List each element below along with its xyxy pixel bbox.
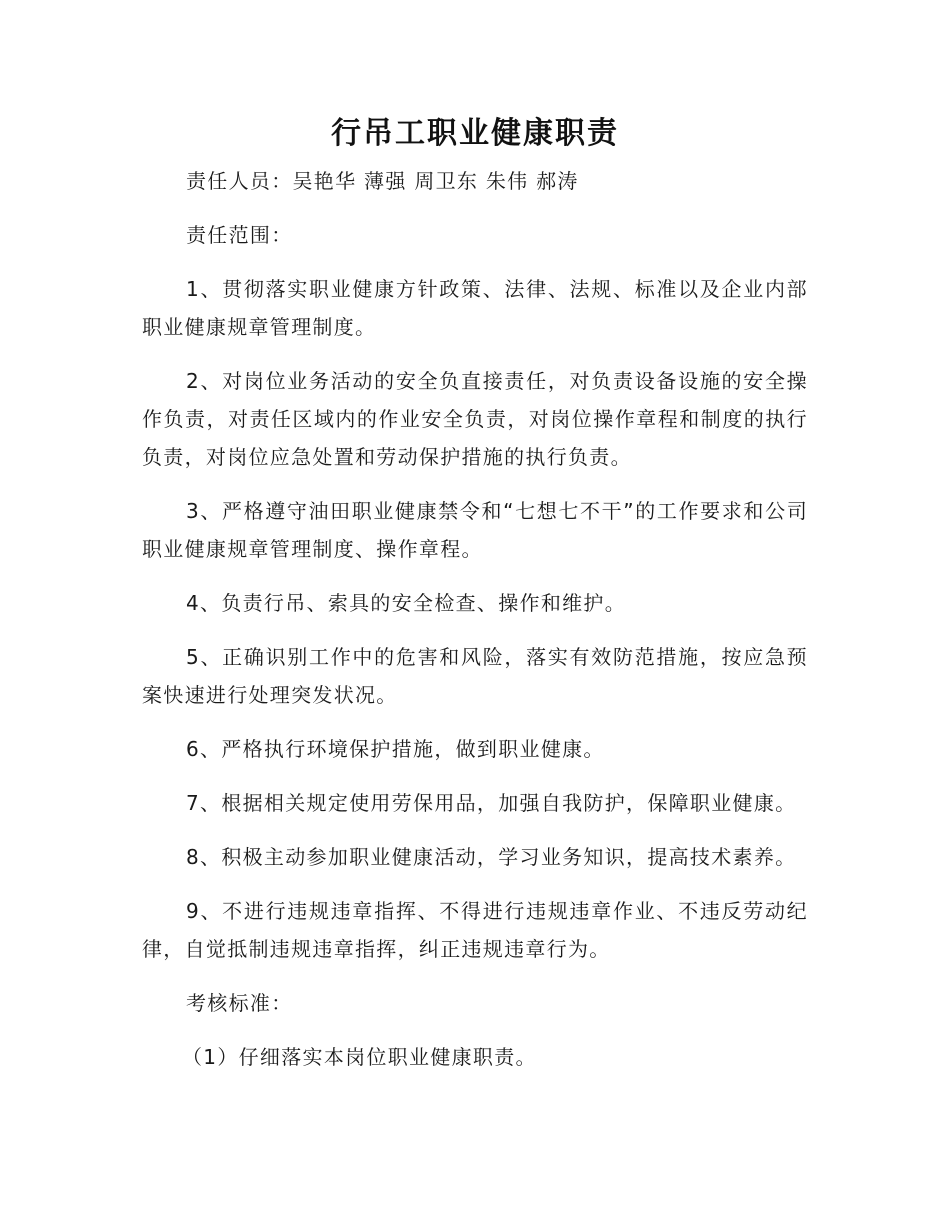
duty-item-7: 7、根据相关规定使用劳保用品，加强自我防护，保障职业健康。 [186, 791, 797, 815]
duty-item-8: 8、积极主动参加职业健康活动，学习业务知识，提高技术素养。 [186, 845, 797, 869]
assessment-item-1: （1）仔细落实本岗位职业健康职责。 [182, 1045, 537, 1069]
duty-item-9: 9、不进行违规违章指挥、不得进行违规违章作业、不违反劳动纪律，自觉抵制违规违章指挥，纠正违规违章行为。 [142, 899, 808, 961]
duty-item-2: 2、对岗位业务活动的安全负直接责任，对负责设备设施的安全操作负责，对责任区域内的作业安全负责，对岗位操作章程和制度的执行负责，对岗位应急处置和劳动保护措施的执行负责。 [142, 369, 808, 469]
duty-item-4: 4、负责行吊、索具的安全检查、操作和维护。 [186, 591, 627, 615]
scope-heading: 责任范围： [186, 223, 293, 247]
responsible-persons: 责任人员：吴艳华 薄强 周卫东 朱伟 郝涛 [186, 169, 579, 193]
assessment-heading: 考核标准： [186, 991, 293, 1015]
duty-item-6: 6、严格执行环境保护措施，做到职业健康。 [186, 737, 605, 761]
document-body [142, 162, 808, 1092]
document-title: 行吊工职业健康职责 [331, 116, 619, 151]
duty-item-5: 5、正确识别工作中的危害和风险，落实有效防范措施，按应急预案快速进行处理突发状况。 [142, 645, 808, 707]
duty-item-1: 1、贯彻落实职业健康方针政策、法律、法规、标准以及企业内部职业健康规章管理制度。 [142, 277, 808, 339]
duty-item-3: 3、严格遵守油田职业健康禁令和“七想七不干”的工作要求和公司职业健康规章管理制度、操作章程。 [142, 499, 808, 561]
